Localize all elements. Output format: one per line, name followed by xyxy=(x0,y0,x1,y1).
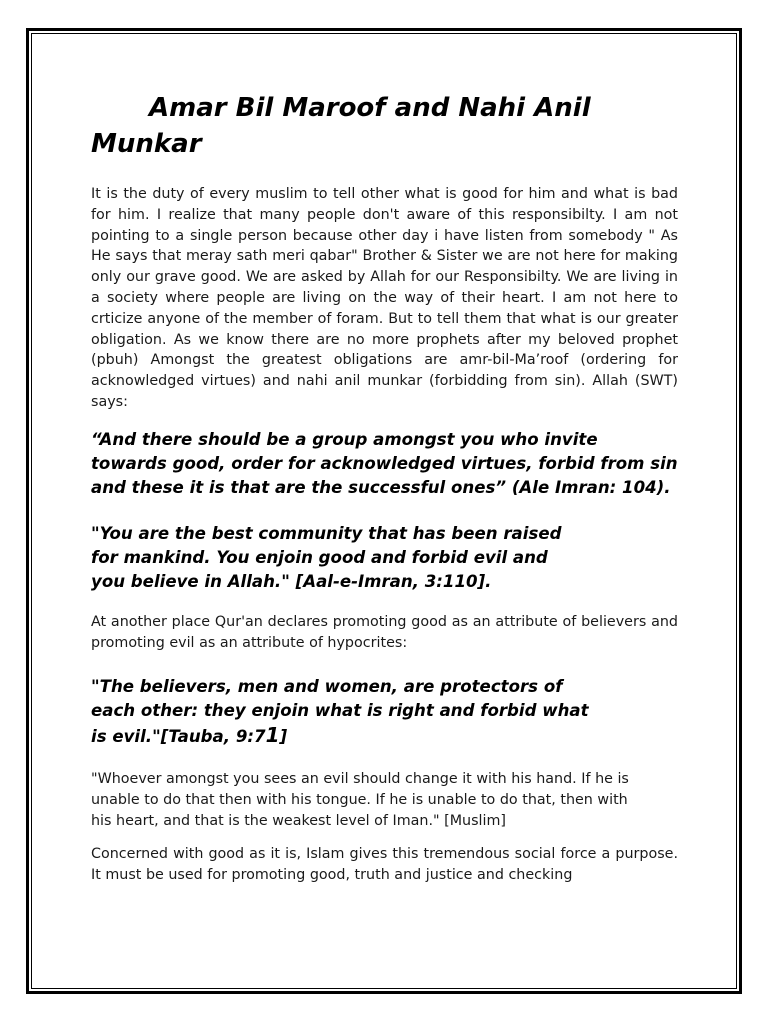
hadith-line: "Whoever amongst you sees an evil should change it with his hand. If he is xyxy=(91,771,629,788)
believers-attribute-paragraph: At another place Qur'an declares promoting good as an attribute of believers and promoting evil as an attribute of hypocrites: xyxy=(91,613,678,651)
quran-quote-ale-imran-104: “And there should be a group amongst you who invite towards good, order for acknowledged virtues, forbid from sin and these it is that are the successful ones” (Ale Imran: 104). xyxy=(91,429,678,497)
quote-line: is evil."[Tauba, 9:7 xyxy=(91,727,266,747)
quote-line: "The believers, men and women, are protectors of xyxy=(91,677,563,697)
quote-line: "You are the best community that has been raised xyxy=(91,523,562,543)
quote-closing-bracket: ] xyxy=(279,727,288,747)
quote-line: you believe in Allah." [Aal-e-Imran, 3:110]. xyxy=(91,571,492,591)
quote-line: for mankind. You enjoin good and forbid evil and xyxy=(91,547,548,567)
quote-verse-digit: 1 xyxy=(265,723,280,748)
document-title: Amar Bil Maroof and Nahi Anil Munkar xyxy=(91,93,591,159)
quran-quote-tauba-71 xyxy=(91,675,678,749)
hadith-line: unable to do that then with his tongue. If he is unable to do that, then with xyxy=(91,792,628,809)
hadith-line: his heart, and that is the weakest level of Iman." [Muslim] xyxy=(91,812,506,829)
intro-paragraph: It is the duty of every muslim to tell other what is good for him and what is bad for him. I realize that many people don't aware of this responsibilty. I am not pointing to a single person because other day i have listen from somebody " As He says that meray sath meri qabar" Brother & Sister we are not here for making only our grave good. We are asked by Allah for our Responsibilty. We are living in a society where people are living on the way of their heart. I am not here to crticize anyone of the member of foram. But to tell them that what is our greater obligation. As we know there are no more prophets after my beloved prophet (pbuh) Amongst the greatest obligations are amr-bil-Ma’roof (ordering for acknowledged virtues) and nahi anil munkar (forbidding from sin). Allah (SWT) says: xyxy=(91,186,678,410)
document-body xyxy=(91,90,678,885)
quote-line: each other: they enjoin what is right and forbid what xyxy=(91,701,589,721)
social-force-paragraph: Concerned with good as it is, Islam gives this tremendous social force a purpose. It must be used for promoting good, truth and justice and checking xyxy=(91,845,678,883)
quran-quote-aal-e-imran-110 xyxy=(91,522,678,594)
hadith-paragraph xyxy=(91,769,678,831)
